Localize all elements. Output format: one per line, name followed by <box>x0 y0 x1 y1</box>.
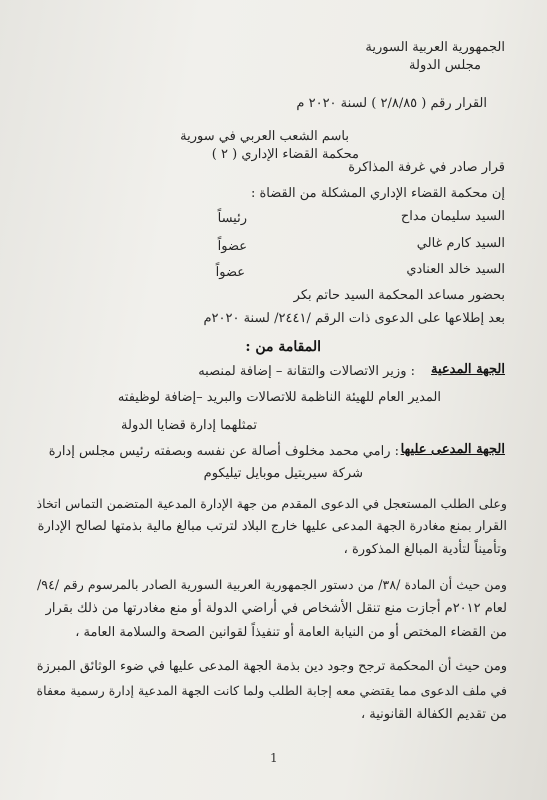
letterhead-council: مجلس الدولة <box>409 58 481 73</box>
judge-name: السيد كارم غالي <box>416 236 505 251</box>
plaintiff-label: الجهة المدعية <box>430 362 505 377</box>
paragraph-line: القرار بمنع مغادرة الجهة المدعى عليها خارج البلاد لترتب مبالغ مالية بذمتها لصالح الإدارة <box>37 519 507 534</box>
paragraph-line: ومن حيث أن المحكمة ترجح وجود دين بذمة الجهة المدعى عليها في ضوء الوثائق المبرزة <box>36 659 507 674</box>
defendant-line: : رامي محمد مخلوف أصالة عن نفسه وبصفته رئيس مجلس إدارة <box>48 444 399 459</box>
paragraph-line: في ملف الدعوى مما يقتضي معه إجابة الطلب ولما كانت الجهة المدعية إدارة رسمية معفاة <box>36 683 507 698</box>
plaintiff-representative: تمثلهما إدارة قضايا الدولة <box>121 418 257 433</box>
paragraph-line: ومن حيث أن المادة /٣٨/ من دستور الجمهورية العربية السورية الصادر بالمرسوم رقم /٩٤/ <box>37 577 507 592</box>
paragraph-line: من تقديم الكفالة القانونية ، <box>360 707 507 722</box>
paragraph-line: لعام ٢٠١٢م أجازت منع تنقل الأشخاص في أراضي الدولة أو منع مغادرتها من ذلك بقرار <box>45 601 507 616</box>
heading-people: باسم الشعب العربي في سورية <box>180 129 349 144</box>
heading-court: محكمة القضاء الإداري ( ۲ ) <box>211 147 359 162</box>
plaintiff-line: المدير العام للهيئة الناظمة للاتصالات والبريد –إضافة لوظيفته <box>117 390 441 405</box>
intro-chamber: قرار صادر في غرفة المذاكرة <box>348 160 505 175</box>
judge-role: عضواً <box>215 265 245 280</box>
decision-number: القرار رقم ( ۲/۸/۸٥ ) لسنة ۲۰۲۰ م <box>296 96 487 111</box>
attendance-line: بحضور مساعد المحكمة السيد حاتم بكر <box>293 288 505 303</box>
judge-role: رئيساً <box>217 211 247 226</box>
defendant-line: شركة سيريتيل موبايل تيليكوم <box>203 466 363 481</box>
defendant-label: الجهة المدعى عليها <box>400 442 505 457</box>
judge-name: السيد سليمان مداح <box>400 209 505 224</box>
paragraph-line: وعلى الطلب المستعجل في الدعوى المقدم من جهة الإدارة المدعية المتضمن التماس اتخاذ <box>36 496 507 511</box>
letterhead-country: الجمهورية العربية السورية <box>365 40 505 55</box>
paragraph-line: من القضاء المختص أو من النيابة العامة أو تنفيذاً لقوانين الصحة والسلامة العامة ، <box>75 625 507 640</box>
page-number: 1 <box>270 751 278 765</box>
review-line: بعد إطلاعها على الدعوى ذات الرقم /٢٤٤١/ لسنة ٢٠٢٠م <box>203 311 505 326</box>
plaintiff-line: : وزير الاتصالات والتقانة – إضافة لمنصبه <box>198 364 415 379</box>
intro-composition: إن محكمة القضاء الإداري المشكلة من القضاة : <box>250 186 505 201</box>
paragraph-line: وتأميناً لتأدية المبالغ المذكورة ، <box>343 542 507 557</box>
filed-by-heading: المقامة من : <box>245 339 321 355</box>
judge-role: عضواً <box>217 239 247 254</box>
judge-name: السيد خالد العنادي <box>406 262 505 277</box>
